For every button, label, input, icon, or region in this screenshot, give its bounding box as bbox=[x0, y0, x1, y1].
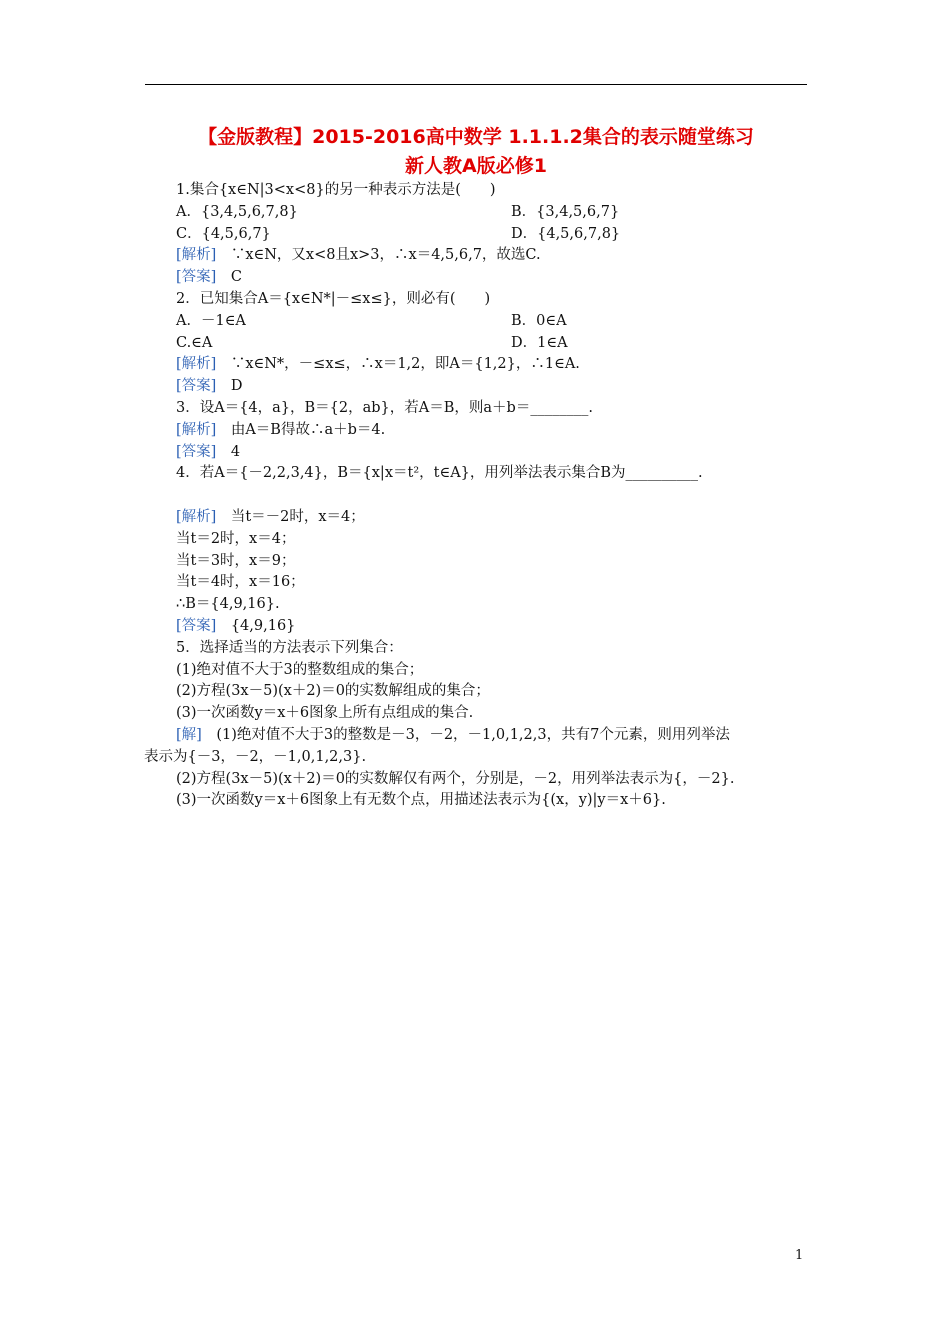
q2-option-d: D．1∈A bbox=[511, 334, 568, 351]
q3-answer bbox=[176, 442, 808, 464]
q3-analysis bbox=[176, 420, 808, 442]
q4-answer-text: {4,9,16} bbox=[216, 617, 296, 634]
exercise-content bbox=[144, 180, 808, 812]
q3-question: 3．设A＝{4，a}，B＝{2，ab}，若A＝B，则a＋b＝________. bbox=[176, 399, 593, 416]
q5-question: 5．选择适当的方法表示下列集合： bbox=[176, 639, 403, 656]
q2-analysis-text: ∵x∈N*，－≤x≤，∴x＝1,2，即A＝{1,2}，∴1∈A. bbox=[216, 356, 580, 373]
q4-step-4: 当t＝4时，x＝16； bbox=[176, 574, 305, 591]
q1-answer bbox=[176, 267, 808, 289]
q1-options-cd bbox=[176, 224, 808, 246]
q1-question: 1.集合{x∈N|3<x<8}的另一种表示方法是( ) bbox=[176, 182, 496, 198]
q4-analysis bbox=[176, 507, 808, 529]
q5-part-1: (1)绝对值不大于3的整数组成的集合； bbox=[176, 661, 424, 678]
q1-option-b: B．{3,4,5,6,7} bbox=[511, 203, 620, 220]
q4-answer bbox=[176, 616, 808, 638]
q2-options-ab bbox=[176, 311, 808, 333]
q5-part-3: (3)一次函数y＝x＋6图象上所有点组成的集合. bbox=[176, 705, 474, 722]
q2-option-b: B．0∈A bbox=[511, 312, 567, 329]
q2-options-cd bbox=[176, 333, 808, 355]
q2-option-a: A．－1∈A bbox=[176, 312, 246, 329]
q2-answer-text: D bbox=[216, 378, 243, 395]
q5-solution-1-line2: 表示为{－3，－2，－1,0,1,2,3}. bbox=[144, 748, 367, 765]
answer-tag: [答案] bbox=[176, 269, 217, 286]
q4-step-2: 当t＝2时，x＝4； bbox=[176, 530, 296, 547]
q1-answer-text: C bbox=[216, 269, 242, 286]
answer-tag: [答案] bbox=[176, 378, 217, 395]
q4-analysis-text: 当t＝－2时，x＝4； bbox=[216, 508, 365, 525]
page-number: 1 bbox=[795, 1248, 804, 1263]
header-rule bbox=[145, 84, 807, 85]
q5-solution-1-line1 bbox=[176, 725, 808, 747]
q1-option-d: D．{4,5,6,7,8} bbox=[511, 225, 621, 242]
q5-solution-3: (3)一次函数y＝x＋6图象上有无数个点，用描述法表示为{(x，y)|y＝x＋6}. bbox=[176, 792, 666, 809]
q1-analysis-text: ∵x∈N，又x<8且x>3，∴x＝4,5,6,7，故选C. bbox=[216, 247, 541, 264]
q5-solution-1-text: (1)绝对值不大于3的整数是－3，－2，－1,0,1,2,3，共有7个元素，则用列举法 bbox=[201, 726, 730, 743]
q5-part-2: (2)方程(3x－5)(x＋2)＝0的实数解组成的集合； bbox=[176, 683, 490, 700]
analysis-tag: [解析] bbox=[176, 508, 217, 525]
q5-solution-2: (2)方程(3x－5)(x＋2)＝0的实数解仅有两个，分别是，－2，用列举法表示为{，－2}. bbox=[176, 770, 735, 787]
q3-answer-text: 4 bbox=[216, 443, 241, 460]
document-subtitle: 新人教A版必修1 bbox=[405, 155, 547, 177]
q2-option-c: C.∈A bbox=[176, 334, 213, 351]
q2-question: 2．已知集合A＝{x∈N*|－≤x≤}，则必有( ) bbox=[176, 290, 491, 307]
analysis-tag: [解析] bbox=[176, 356, 217, 373]
q1-analysis bbox=[176, 245, 808, 267]
q1-option-c: C．{4,5,6,7} bbox=[176, 225, 271, 242]
q3-analysis-text: 由A＝B得故∴a＋b＝4. bbox=[216, 421, 386, 438]
analysis-tag: [解析] bbox=[176, 421, 217, 438]
analysis-tag: [解析] bbox=[176, 247, 217, 264]
q1-options-ab bbox=[176, 202, 808, 224]
answer-tag: [答案] bbox=[176, 443, 217, 460]
q4-question: 4．若A＝{－2,2,3,4}，B＝{x|x＝t²，t∈A}，用列举法表示集合B为__________. bbox=[176, 465, 703, 482]
q4-step-3: 当t＝3时，x＝9； bbox=[176, 552, 296, 569]
answer-tag: [答案] bbox=[176, 617, 217, 634]
q1-option-a: A．{3,4,5,6,7,8} bbox=[176, 203, 298, 220]
document-title: 【金版教程】2015-2016高中数学 1.1.1.2集合的表示随堂练习 bbox=[198, 126, 754, 148]
q4-conclusion: ∴B＝{4,9,16}. bbox=[176, 596, 280, 613]
q2-analysis bbox=[176, 354, 808, 376]
solution-tag: [解] bbox=[176, 726, 202, 743]
q2-answer bbox=[176, 376, 808, 398]
